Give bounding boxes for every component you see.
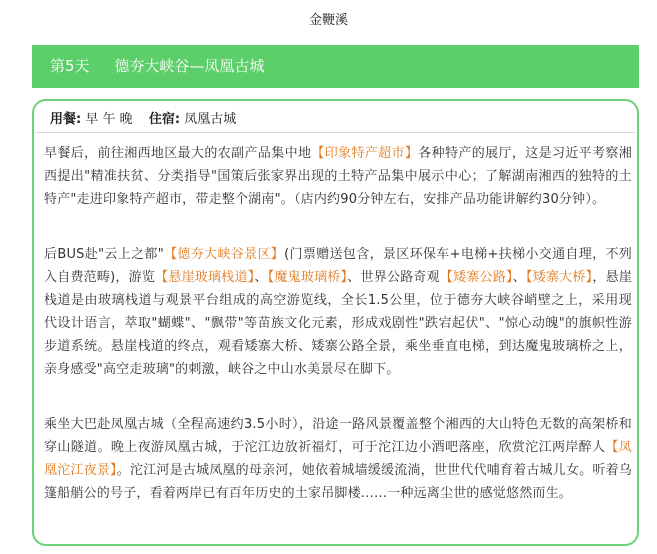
paragraph-dehang-canyon (44, 243, 632, 381)
text-segment: 、 (254, 270, 268, 285)
text-segment: 乘坐大巴赴凤凰古城（全程高速约3.5小时），沿途一路风景覆盖整个湘西的大山特色无数的高架桥和穿山隧道。晚上夜游凤凰古城，于沱江边放祈福灯，可于沱江边小酒吧落座，欣赏沱江两岸醉人 (44, 417, 632, 455)
highlight-glass-plankway: 【悬崖玻璃栈道】 (155, 270, 255, 285)
highlight-aizhai-road: 【矮寨公路】 (439, 270, 513, 285)
meals-label: 用餐: (50, 112, 82, 127)
meals-value: 早 午 晚 (85, 112, 133, 127)
text-segment: ，悬崖栈道是由玻璃栈道与观景平台组成的高空游览线，全长1.5公里，位于德夯大峡谷峭壁之上，采用现代设计语言，萃取"蝴蝶"、"飘带"等苗族文化元素，形成戏剧性"跌宕起伏"、"惊心动魄"的旗帜性游步道系统。悬崖栈道的终点，观看矮寨大桥、矮寨公路全景，乘坐垂直电梯，到达魔鬼玻璃桥之上，亲身感受"高空走玻璃"的刺激，峡谷之中山水美景尽在脚下。 (44, 270, 633, 377)
page-title: 金鞭溪 (308, 13, 348, 28)
divider (36, 132, 635, 133)
paragraph-fenghuang (44, 413, 632, 505)
text-segment: 、 (512, 270, 526, 285)
stay-value: 凤凰古城 (184, 112, 237, 127)
stay-label: 住宿: (148, 112, 181, 127)
highlight-dehang-canyon: 【德夯大峡谷景区】 (163, 247, 285, 262)
day-route: 德夯大峡谷—凤凰古城 (114, 57, 265, 75)
highlight-aizhai-bridge: 【矮寨大桥】 (525, 270, 593, 285)
day-banner (32, 45, 639, 88)
text-segment: 、世界公路奇观 (347, 270, 440, 285)
text-segment: (门票赠送包含，景区环保车+电梯+扶梯小交通自理，不列入自费范畴)，游览 (44, 247, 632, 285)
day-number: 第5天 (50, 57, 90, 75)
itinerary-card (32, 99, 639, 546)
highlight-tuojiang-night: 【凤凰沱江夜景】 (44, 440, 632, 478)
text-segment: 。沱江河是古城凤凰的母亲河，她依着城墙缓缓流淌，世世代代哺育着古城儿女。听着乌篷船艄公的号子，看着两岸已有百年历史的土家吊脚楼……一种远离尘世的感觉悠然而生。 (44, 463, 633, 501)
highlight-souvenir-market: 【印象特产超市】 (311, 146, 419, 161)
text-segment: 早餐后，前往湘西地区最大的农副产品集中地 (44, 146, 312, 161)
text-segment: 后BUS赴"云上之都" (44, 247, 164, 262)
paragraph-shopping (44, 142, 632, 211)
highlight-devil-glass-bridge: 【魔鬼玻璃桥】 (267, 270, 348, 285)
text-segment: 各种特产的展厅，这是习近平考察湘西提出"精准扶贫、分类指导"国策后张家界出现的土特产品集中展示中心；了解湖南湘西的独特的土特产"走进印象特产超市，带走整个湖南"。（店内约90分钟左右，安排产品功能讲解约30分钟）。 (44, 146, 632, 207)
meal-stay-row (50, 108, 236, 127)
